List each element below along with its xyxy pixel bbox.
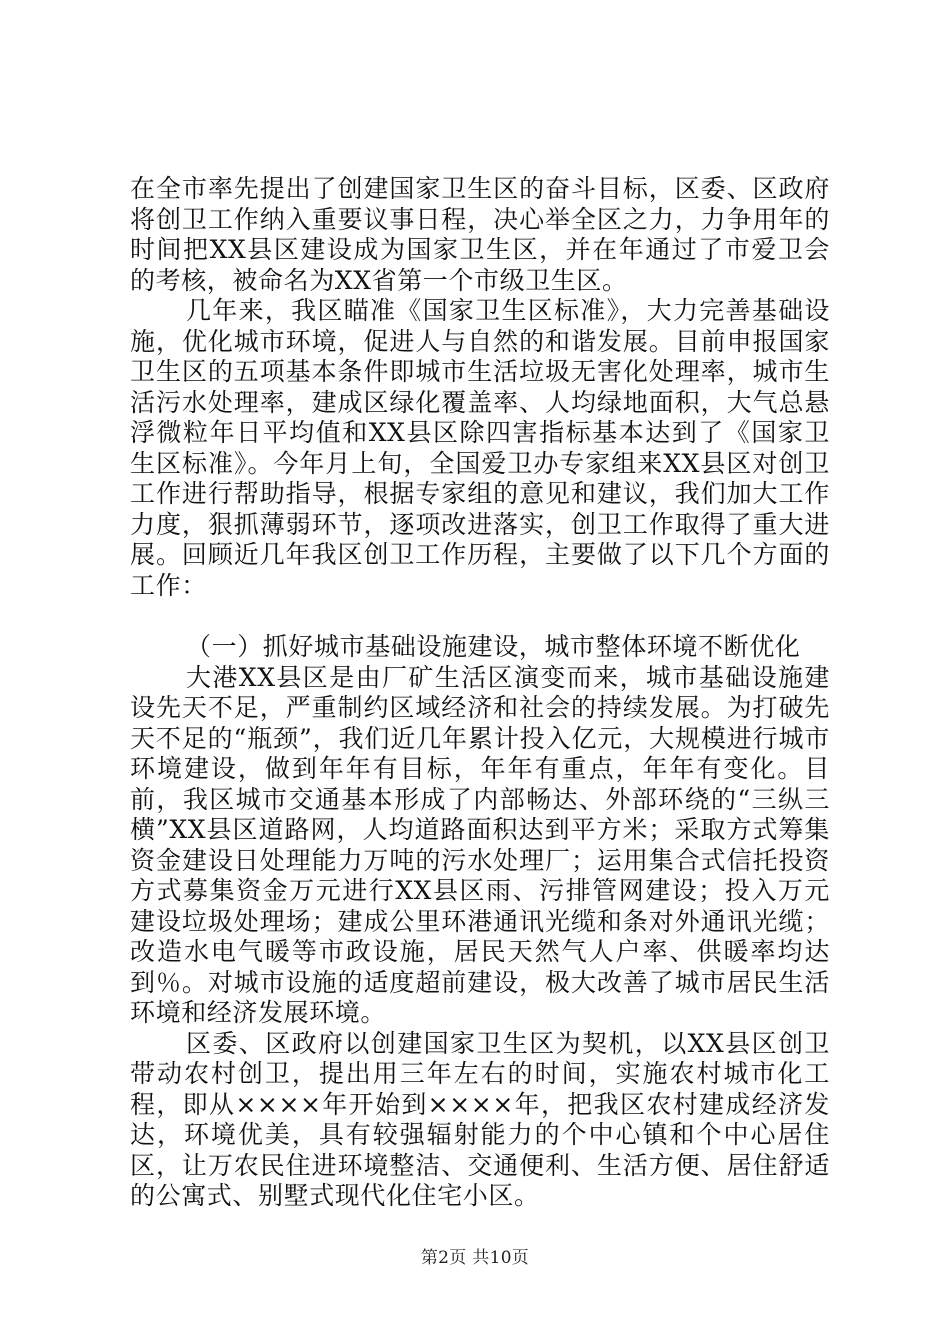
section-heading: （一）抓好城市基础设施建设，城市整体环境不断优化 <box>186 632 801 661</box>
paragraph-2: 几年来，我区瞄准《国家卫生区标准》，大力完善基础设施，优化城市环境，促进人与自然的和谐发展。目前申报国家卫生区的五项基本条件即城市生活垃圾无害化处理率，城市生活污水处理率，建成区绿化覆盖率、人均绿地面积，大气总悬浮微粒年日平均值和XX县区除四害指标基本达到了《国家卫生区标准》。今年月上旬，全国爱卫办专家组来XX县区对创卫工作进行帮助指导，根据专家组的意见和建议，我们加大工作力度，狠抓薄弱环节，逐项改进落实，创卫工作取得了重大进展。回顾近几年我区创卫工作历程，主要做了以下几个方面的工作： <box>130 296 830 600</box>
paragraph-3: 大港XX县区是由厂矿生活区演变而来，城市基础设施建设先天不足，严重制约区域经济和社会的持续发展。为打破先天不足的“瓶颈”，我们近几年累计投入亿元，大规模进行城市环境建设，做到年年有目标，年年有重点，年年有变化。目前，我区城市交通基本形成了内部畅达、外部环绕的“三纵三横”XX县区道路网，人均道路面积达到平方米；采取方式筹集资金建设日处理能力万吨的污水处理厂；运用集合式信托投资方式募集资金万元进行XX县区雨、污排管网建设；投入万元建设垃圾处理场；建成公里环港通讯光缆和条对外通讯光缆；改造水电气暖等市政设施，居民天然气人户率、供暖率均达到％。对城市设施的适度超前建设，极大改善了城市居民生活环境和经济发展环境。 <box>130 662 830 1027</box>
page-footer: 第2页 共10页 <box>420 1248 530 1268</box>
document-body <box>130 174 830 1212</box>
paragraph-4: 区委、区政府以创建国家卫生区为契机，以XX县区创卫带动农村创卫，提出用三年左右的时间，实施农村城市化工程，即从××××年开始到××××年，把我区农村建成经济发达，环境优美，具有较强辐射能力的个中心镇和个中心居住区，让万农民住进环境整洁、交通便利、生活方便、居住舒适的公寓式、别墅式现代化住宅小区。 <box>130 1028 830 1210</box>
paragraph-1: 在全市率先提出了创建国家卫生区的奋斗目标，区委、区政府将创卫工作纳入重要议事日程，决心举全区之力，力争用年的时间把XX县区建设成为国家卫生区，并在年通过了市爱卫会的考核，被命名为XX省第一个市级卫生区。 <box>130 174 830 295</box>
